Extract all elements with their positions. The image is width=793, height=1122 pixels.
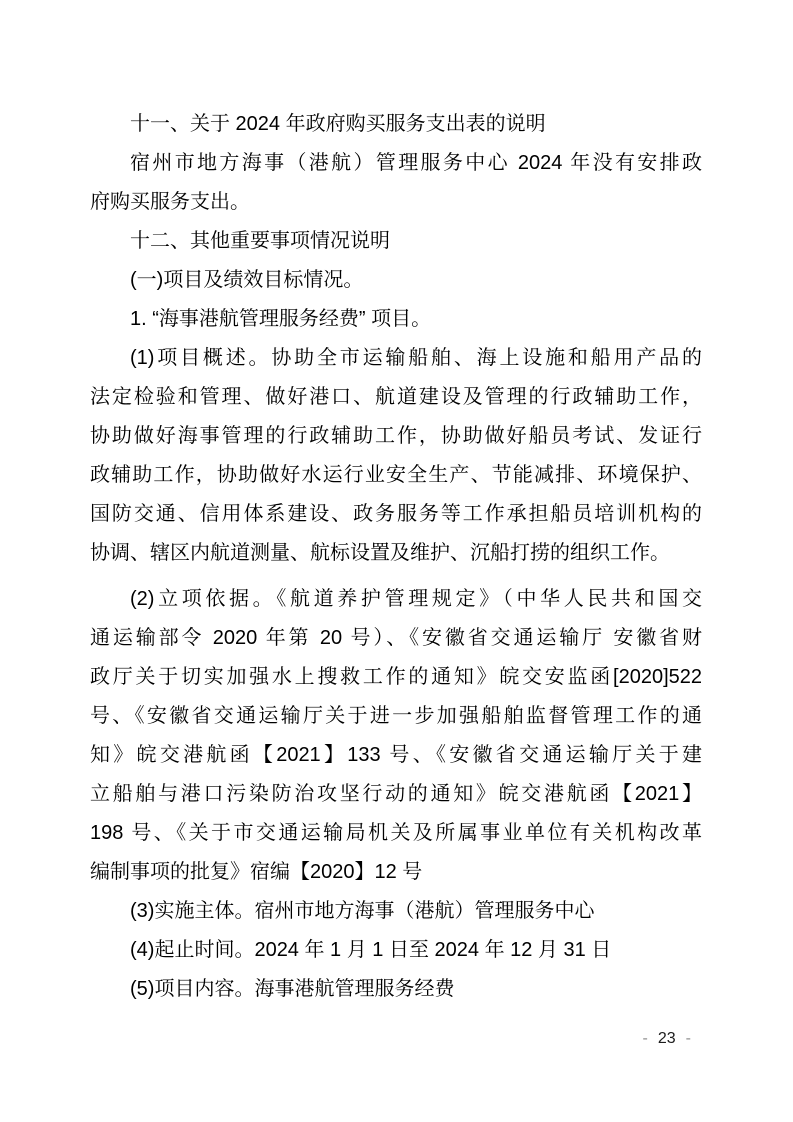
text-line: 法定检验和管理、做好港口、航道建设及管理的行政辅助工作， xyxy=(90,386,702,408)
para-time-range xyxy=(90,931,702,970)
para-implementing-body xyxy=(90,892,702,931)
text-line: 政辅助工作，协助做好水运行业安全生产、节能减排、环境保护、 xyxy=(90,464,702,486)
document-body xyxy=(90,105,702,1009)
text-line: 十二、其他重要事项情况说明 xyxy=(130,230,390,252)
page-number-value: 23 xyxy=(657,1030,676,1047)
text-line: 立船舶与港口污染防治攻坚行动的通知》皖交港航函【2021】 xyxy=(90,783,702,805)
page-number-dash-right: - xyxy=(685,1030,691,1047)
para-legal-basis xyxy=(90,580,702,892)
para-project-title xyxy=(90,300,702,339)
text-line: 国防交通、信用体系建设、政务服务等工作承担船员培训机构的 xyxy=(90,503,702,525)
text-line: 198 号、《关于市交通运输局机关及所属事业单位有关机构改革 xyxy=(90,822,702,844)
text-line: 政厅关于切实加强水上搜救工作的通知》皖交安监函[2020]522 xyxy=(90,666,702,688)
text-line: (2)立项依据。《航道养护管理规定》（中华人民共和国交 xyxy=(130,588,702,610)
page-number-dash-left: - xyxy=(642,1030,648,1047)
text-line: 十一、关于 2024 年政府购买服务支出表的说明 xyxy=(130,113,546,135)
text-line: (5)项目内容。海事港航管理服务经费 xyxy=(130,978,455,1000)
text-line: 宿州市地方海事（港航）管理服务中心 2024 年没有安排政 xyxy=(130,152,702,174)
text-line: (4)起止时间。2024 年 1 月 1 日至 2024 年 12 月 31 日 xyxy=(130,939,612,961)
text-line: (1)项目概述。协助全市运输船舶、海上设施和船用产品的 xyxy=(130,347,702,369)
text-line: 协调、辖区内航道测量、航标设置及维护、沉船打捞的组织工作。 xyxy=(90,542,670,564)
text-line: 知》皖交港航函【2021】133 号、《安徽省交通运输厅关于建 xyxy=(90,744,702,766)
text-line: 1. “海事港航管理服务经费” 项目。 xyxy=(130,308,432,330)
text-line: 号、《安徽省交通运输厅关于进一步加强船舶监督管理工作的通 xyxy=(90,705,702,727)
text-line: 编制事项的批复》宿编【2020】12 号 xyxy=(90,861,423,883)
para-section-12-heading xyxy=(90,222,702,261)
text-line: 通运输部令 2020 年第 20 号）、《安徽省交通运输厅 安徽省财 xyxy=(90,627,702,649)
para-section-11-body xyxy=(90,144,702,222)
para-section-11-heading xyxy=(90,105,702,144)
text-line: 协助做好海事管理的行政辅助工作，协助做好船员考试、发证行 xyxy=(90,425,702,447)
text-line: 府购买服务支出。 xyxy=(90,191,250,213)
text-line: (3)实施主体。宿州市地方海事（港航）管理服务中心 xyxy=(130,900,595,922)
para-project-overview xyxy=(90,339,702,573)
para-item-1-heading xyxy=(90,261,702,300)
text-line: (一)项目及绩效目标情况。 xyxy=(130,269,364,291)
page-number xyxy=(643,1028,691,1050)
para-project-content xyxy=(90,970,702,1009)
